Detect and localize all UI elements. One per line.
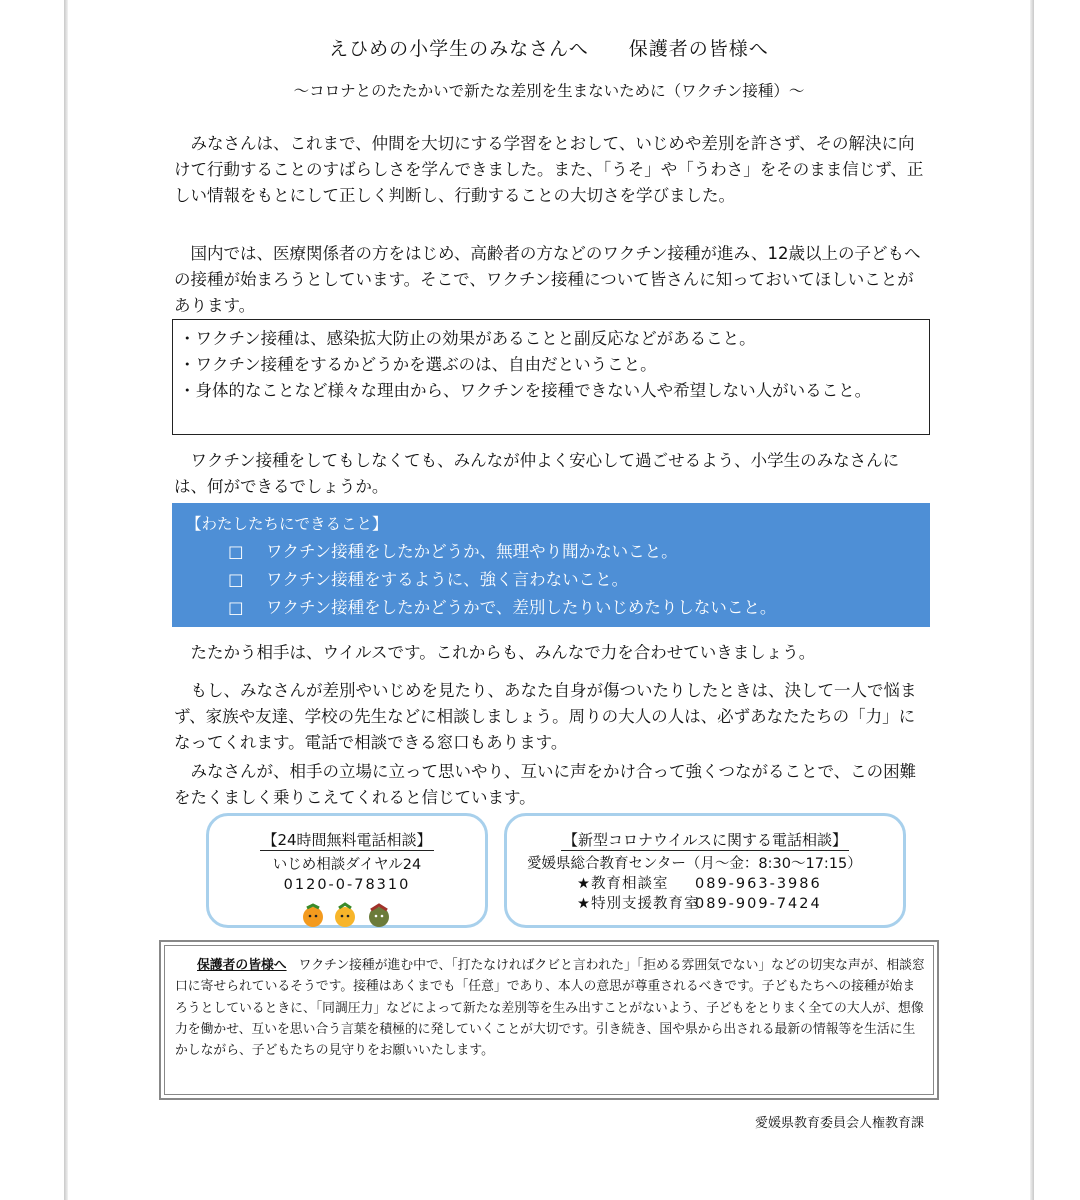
document-page (68, 0, 1030, 1200)
checkbox-icon: □ (228, 570, 244, 589)
mascot-characters-icon (295, 902, 405, 928)
key-point: ・ 身体的なことなど様々な理由から、ワクチンを接種できない人や希望しない人がいること。 (179, 378, 921, 404)
page-subtitle: ～コロナとのたたかいで新たな差別を生まないために（ワクチン接種）～ (293, 82, 805, 100)
checklist-text: ワクチン接種をしたかどうかで、差別したりいじめたりしないこと。 (266, 598, 777, 617)
key-point: ・ ワクチン接種をするかどうかを選ぶのは、自由だということ。 (179, 352, 921, 378)
key-points-box (172, 319, 930, 435)
consult-row (577, 894, 903, 914)
parents-heading: 保護者の皆様へ (197, 958, 287, 973)
key-point: ・ ワクチン接種は、感染拡大防止の効果があることと副反応などがあること。 (179, 326, 921, 352)
consult-24h-phone: 0120-0-78310 (283, 877, 411, 893)
checklist-item (228, 594, 930, 622)
parents-message-box (159, 940, 939, 1100)
checklist-text: ワクチン接種をするように、強く言わないこと。 (266, 570, 629, 589)
consult-box-corona (504, 813, 906, 928)
consult-row-label: ★教育相談室 (577, 876, 669, 892)
paragraph-intro: みなさんは、これまで、仲間を大切にする学習をとおして、いじめや差別を許さず、その解決に向けて行動することのすばらしさを学んできました。また、「うそ」や「うわさ」をそのまま信じず、正しい情報をもとにして正しく判断し、行動することの大切さを学びました。 (174, 134, 924, 206)
consult-box-24h (206, 813, 488, 928)
page-title (68, 34, 1030, 61)
paragraph-closing: みなさんが、相手の立場に立って思いやり、互いに声をかけ合って強くつながることで、この困難をたくましく乗りこえてくれると信じています。 (174, 762, 917, 808)
checklist-item (228, 566, 930, 594)
consult-row-phone: 089-963-3986 (695, 876, 822, 892)
checkbox-icon: □ (228, 598, 244, 617)
consult-corona-heading: 【新型コロナウイルスに関する電話相談】 (562, 831, 848, 849)
parents-body: ワクチン接種が進む中で、「打たなければクビと言われた」「拒める雰囲気でない」などの切実な声が、相談窓口に寄せられているそうです。接種はあくまでも「任意」であり、本人の意思が尊重されるべきです。子どもたちへの接種が始まろうとしているときに、「同調圧力」などによって新たな差別等を生み出すことがないよう、子どもをとりまく全ての大人が、想像力を働かせ、互いを思い合う言葉を積極的に発していくことが大切です。引き続き、国や県から出される最新の情報等を生活に生かしながら、子どもたちの見守りをお願いいたします。 (175, 958, 925, 1059)
consult-row-label: ★特別支援教育室 (577, 896, 700, 912)
what-we-can-do-heading: 【わたしたちにできること】 (186, 515, 388, 533)
consult-24h-heading: 【24時間無料電話相談】 (262, 831, 432, 849)
checklist-item (228, 538, 930, 566)
paragraph-question: ワクチン接種をしてもしなくても、みんなが仲よく安心して過ごせるよう、小学生のみなさんには、何ができるでしょうか。 (174, 451, 900, 497)
consult-row (577, 874, 903, 894)
paragraph-opponent: たたかう相手は、ウイルスです。これからも、みんなで力を合わせていきましょう。 (190, 643, 816, 662)
title-children: えひめの小学生のみなさんへ (329, 38, 589, 60)
title-parents: 保護者の皆様へ (628, 38, 769, 60)
page-edge-right (1030, 0, 1034, 1200)
paragraph-consult-advice: もし、みなさんが差別やいじめを見たり、あなた自身が傷ついたりしたときは、決して一人で悩まず、家族や友達、学校の先生などに相談しましょう。周りの大人の人は、必ずあなたたちの「力」になってくれます。電話で相談できる窓口もあります。 (174, 681, 917, 753)
what-we-can-do-box (172, 503, 930, 627)
checkbox-icon: □ (228, 542, 244, 561)
checklist-text: ワクチン接種をしたかどうか、無理やり聞かないこと。 (266, 542, 678, 561)
consult-corona-center: 愛媛県総合教育センター（月～金：8:30～17:15） (527, 856, 862, 872)
issuer-signature: 愛媛県教育委員会人権教育課 (754, 1116, 924, 1131)
consult-row-phone: 089-909-7424 (695, 896, 822, 912)
consult-24h-name: いじめ相談ダイヤル24 (272, 857, 422, 873)
paragraph-vaccine-status: 国内では、医療関係者の方をはじめ、高齢者の方などのワクチン接種が進み、12歳以上の子どもへの接種が始まろうとしています。そこで、ワクチン接種について皆さんに知っておいてほしいことがあります。 (174, 244, 921, 316)
